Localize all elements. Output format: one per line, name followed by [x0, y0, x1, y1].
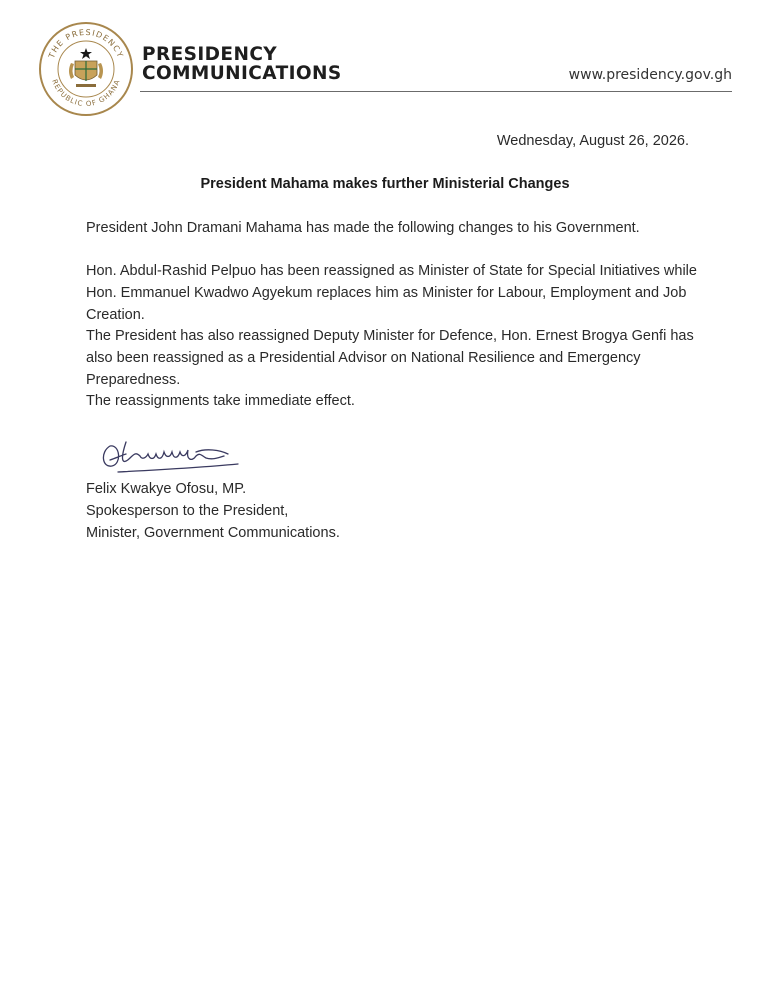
presidency-communications-wordmark: [142, 45, 342, 83]
signatory-title-2: Minister, Government Communications.: [86, 525, 340, 541]
brand-line-1: PRESIDENCY: [142, 44, 278, 65]
paragraph-1: President John Dramani Mahama has made the following changes to his Government.: [86, 220, 640, 236]
signatory-name: Felix Kwakye Ofosu, MP.: [86, 481, 247, 497]
website-url: www.presidency.gov.gh: [568, 67, 732, 83]
seal-ring-text-bottom: REPUBLIC OF GHANA: [50, 78, 122, 109]
signatory-block: [86, 478, 340, 544]
handwritten-signature: [96, 430, 246, 475]
signatory-title-1: Spokesperson to the President,: [86, 503, 289, 519]
paragraph-2: Hon. Abdul-Rashid Pelpuo has been reassigned as Minister of State for Special Initiatives while Hon. Emmanuel Kwadwo Agyekum replaces him as Minister for Labour, Employment and Job Creation.: [86, 263, 697, 323]
presidency-seal-logo: [38, 21, 134, 117]
brand-line-2: COMMUNICATIONS: [142, 63, 342, 84]
paragraph-4: The reassignments take immediate effect.: [86, 393, 355, 409]
seal-ring-text-top: THE PRESIDENCY: [47, 27, 125, 60]
header-divider: [140, 91, 732, 92]
paragraph-3: The President has also reassigned Deputy Minister for Defence, Hon. Ernest Brogya Genfi has also been reassigned as a Presidential Advisor on National Resilience and Emergency Preparedness.: [86, 328, 694, 388]
document-date: Wednesday, August 26, 2026.: [496, 133, 689, 149]
document-headline: President Mahama makes further Ministerial Changes: [200, 176, 570, 192]
